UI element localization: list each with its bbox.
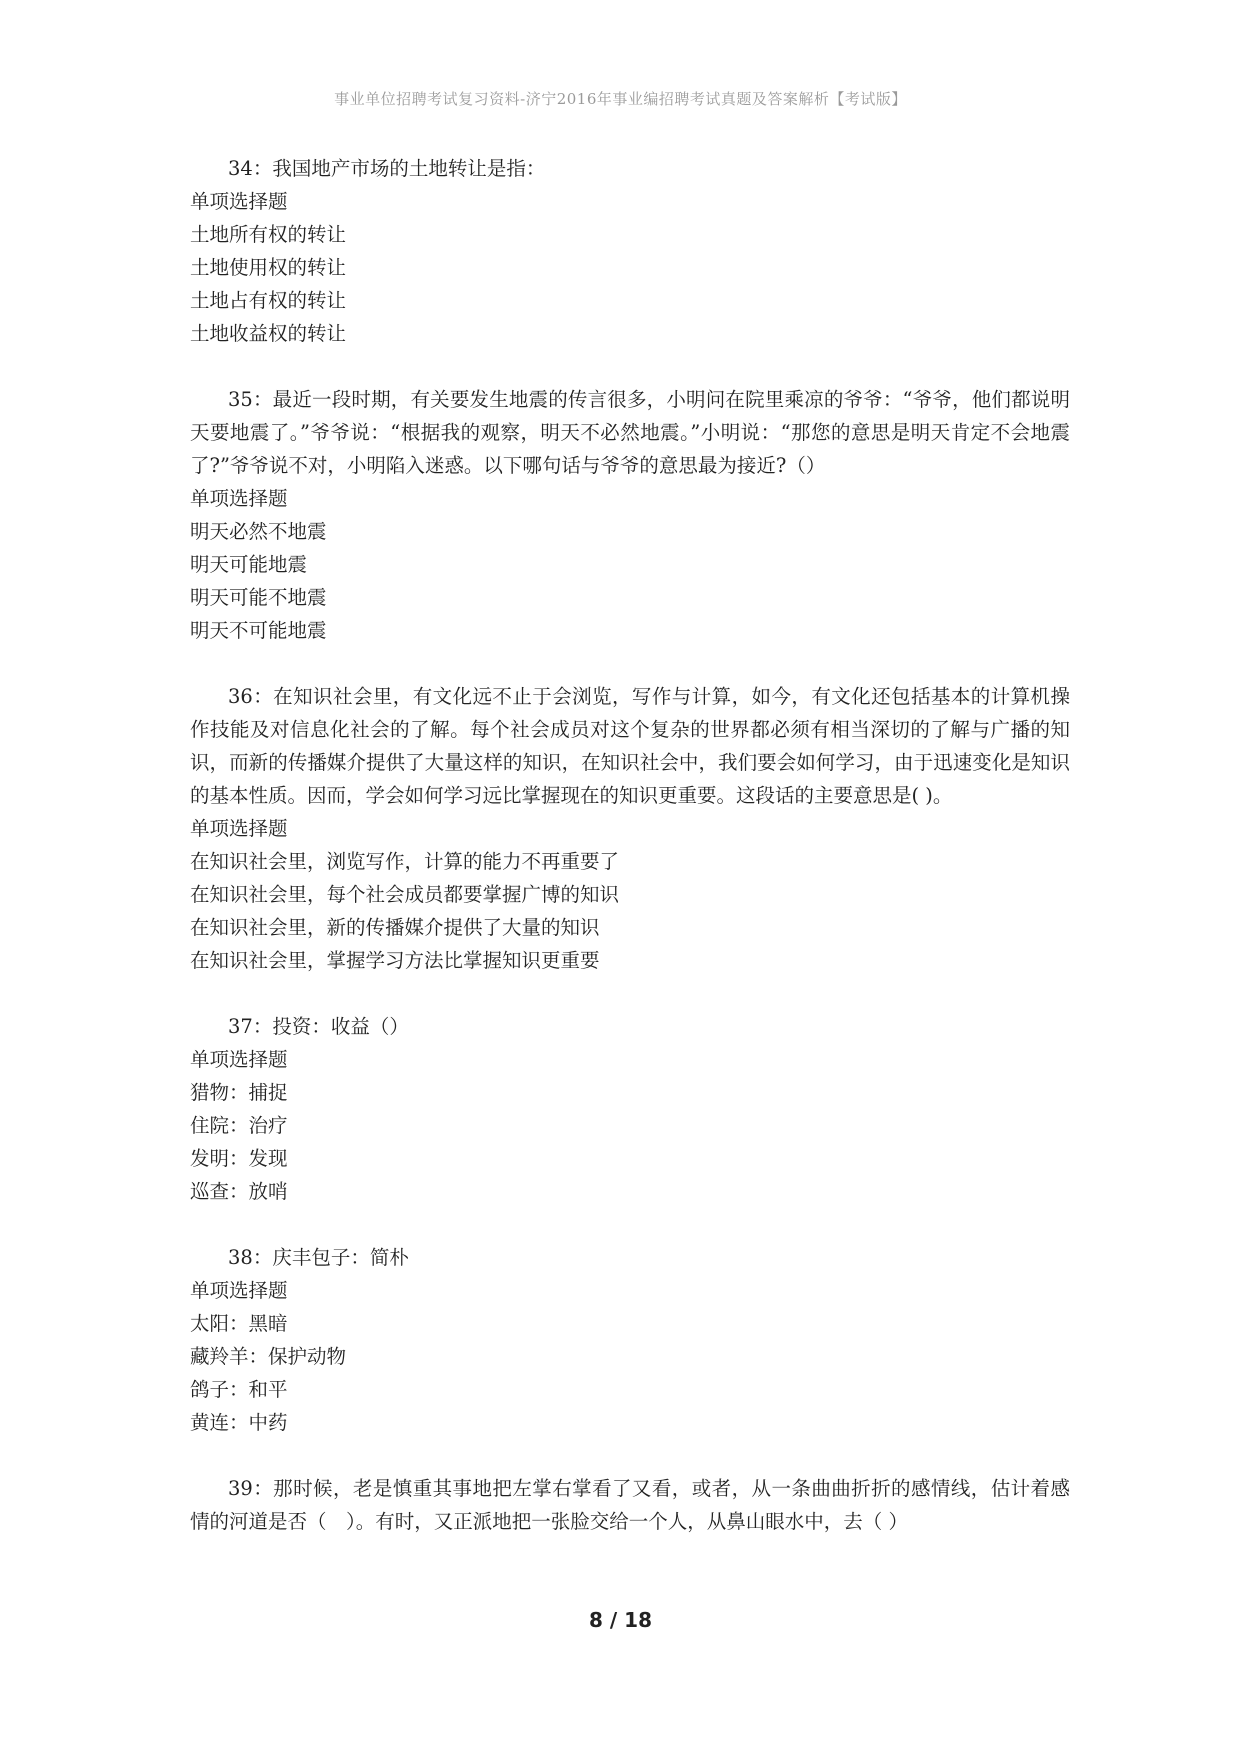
question-34 [190, 152, 1070, 350]
question-stem: 35：最近一段时期，有关要发生地震的传言很多，小明问在院里乘凉的爷爷：“爷爷，他们都说明天要地震了。”爷爷说：“根据我的观察，明天不必然地震。”小明说：“那您的意思是明天肯定不会地震了?”爷爷说不对，小明陷入迷惑。以下哪句话与爷爷的意思最为接近?（） [190, 388, 1070, 477]
question-type: 单项选择题 [190, 1048, 288, 1071]
option-d: 明天不可能地震 [190, 619, 327, 642]
option-d: 黄连：中药 [190, 1411, 288, 1434]
option-a: 在知识社会里，浏览写作，计算的能力不再重要了 [190, 850, 620, 873]
question-type: 单项选择题 [190, 487, 288, 510]
option-a: 明天必然不地震 [190, 520, 327, 543]
option-a: 猎物：捕捉 [190, 1081, 288, 1104]
option-c: 在知识社会里，新的传播媒介提供了大量的知识 [190, 916, 600, 939]
option-c: 土地占有权的转让 [190, 289, 347, 312]
option-c: 发明：发现 [190, 1147, 288, 1170]
question-stem: 37：投资：收益（） [228, 1015, 409, 1038]
question-stem: 34：我国地产市场的土地转让是指： [228, 157, 546, 180]
option-b: 明天可能地震 [190, 553, 308, 576]
question-stem: 39：那时候，老是慎重其事地把左掌右掌看了又看，或者，从一条曲曲折折的感情线，估计着感情的河道是否（ ）。有时，又正派地把一张脸交给一个人，从鼻山眼水中，去（ ） [190, 1477, 1070, 1533]
option-d: 巡查：放哨 [190, 1180, 288, 1203]
option-b: 藏羚羊：保护动物 [190, 1345, 347, 1368]
page-number: 8 / 18 [589, 1608, 652, 1632]
option-d: 在知识社会里，掌握学习方法比掌握知识更重要 [190, 949, 600, 972]
question-36 [190, 680, 1070, 977]
option-b: 在知识社会里，每个社会成员都要掌握广博的知识 [190, 883, 620, 906]
question-39 [190, 1472, 1070, 1538]
question-37 [190, 1010, 1070, 1208]
question-stem: 36：在知识社会里，有文化远不止于会浏览，写作与计算，如今，有文化还包括基本的计算机操作技能及对信息化社会的了解。每个社会成员对这个复杂的世界都必须有相当深切的了解与广播的知识，而新的传播媒介提供了大量这样的知识，在知识社会中，我们要会如何学习，由于迅速变化是知识的基本性质。因而，学会如何学习远比掌握现在的知识更重要。这段话的主要意思是( )。 [190, 685, 1070, 807]
option-b: 土地使用权的转让 [190, 256, 347, 279]
question-type: 单项选择题 [190, 817, 288, 840]
document-body [190, 152, 1070, 1571]
option-d: 土地收益权的转让 [190, 322, 347, 345]
question-stem: 38：庆丰包子：简朴 [228, 1246, 409, 1269]
question-type: 单项选择题 [190, 1279, 288, 1302]
option-c: 鸽子：和平 [190, 1378, 288, 1401]
option-b: 住院：治疗 [190, 1114, 288, 1137]
question-type: 单项选择题 [190, 190, 288, 213]
option-c: 明天可能不地震 [190, 586, 327, 609]
question-38 [190, 1241, 1070, 1439]
option-a: 太阳：黑暗 [190, 1312, 288, 1335]
option-a: 土地所有权的转让 [190, 223, 347, 246]
page-header: 事业单位招聘考试复习资料-济宁2016年事业编招聘考试真题及答案解析【考试版】 [334, 90, 907, 108]
question-35 [190, 383, 1070, 647]
